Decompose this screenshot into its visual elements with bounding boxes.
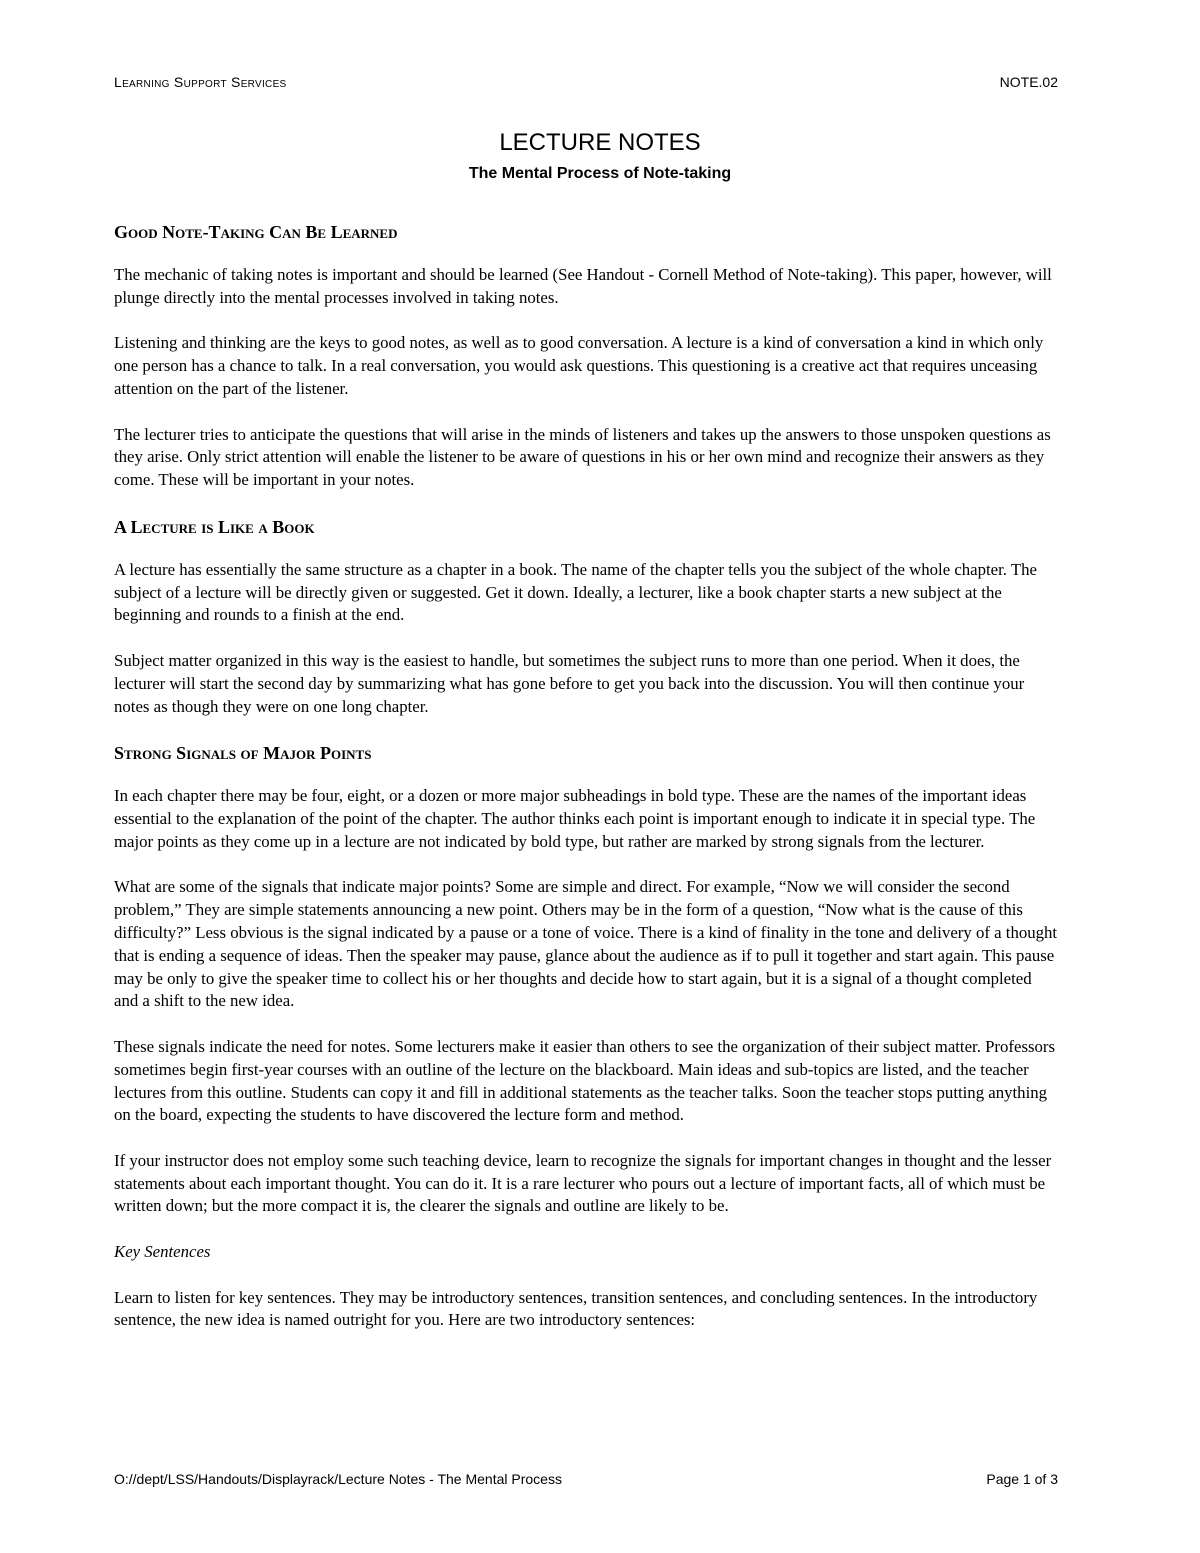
page-footer — [114, 1471, 1058, 1491]
page-header — [114, 74, 1058, 96]
document-body — [114, 212, 1058, 1355]
header-note-number: NOTE.02 — [999, 74, 1058, 90]
paragraph: Listening and thinking are the keys to good notes, as well as to good conversation. A lecture is a kind of conversation a kind in which only one person has a chance to talk. In a real conversation, you would ask questions. This questioning is a creative act that requires unceasing attention on the part of the listener. — [114, 333, 1044, 398]
section-heading: Good Note-Taking Can Be Learned — [114, 222, 398, 242]
paragraph: If your instructor does not employ some such teaching device, learn to recognize the signals for important changes in thought and the lesser statements about each important thought. You can do it. It is a rare lecturer who pours out a lecture of important facts, all of which must be written down; but the more compact it is, the clearer the signals and outline are likely to be. — [114, 1150, 1052, 1216]
paragraph: A lecture has essentially the same structure as a chapter in a book. The name of the chapter tells you the subject of the whole chapter. The subject of a lecture will be directly given or suggested. Get it down. Ideally, a lecturer, like a book chapter starts a new subject at the beginning and rounds to a finish at the end. — [114, 559, 1037, 625]
title-block — [0, 127, 1200, 185]
paragraph: These signals indicate the need for notes. Some lecturers make it easier than others to see the organization of their subject matter. Professors sometimes begin first-year courses with an outline of the lecture on the blackboard. Main ideas and sub-topics are listed, and the teacher lectures from this outline. Students can copy it and fill in additional statements as the teacher talks. Soon the teacher stops putting anything on the board, expecting the students to have discovered the lecture form and method. — [114, 1036, 1056, 1125]
subsection-heading: Key Sentences — [114, 1242, 211, 1262]
footer-page-number: Page 1 of 3 — [986, 1471, 1058, 1487]
paragraph: What are some of the signals that indicate major points? Some are simple and direct. For example, “Now we will consider the second problem,” They are simple statements announcing a new point. Others may be in the form of a question, “Now what is the cause of this difficulty?” Less obvious is the signal indicated by a pause or a tone of voice. There is a kind of finality in the tone and delivery of a thought that is ending a sequence of ideas. Then the speaker may pause, glance about the audience as if to pull it together and start again. This pause may be only to give the speaker time to collect his or her thoughts and decide how to start again, but it is a signal of a thought completed and a shift to the new idea. — [114, 877, 1058, 1011]
paragraph: Learn to listen for key sentences. They may be introductory sentences, transition sentences, and concluding sentences. In the introductory sentence, the new idea is named outright for you. Here are two introductory sentences: — [114, 1287, 1038, 1330]
paragraph: Subject matter organized in this way is the easiest to handle, but sometimes the subject runs to more than one period. When it does, the lecturer will start the second day by summarizing what has gone before to get you back into the discussion. You will then continue your notes as though they were on one long chapter. — [114, 650, 1025, 716]
section-heading: A Lecture is Like a Book — [114, 516, 315, 537]
paragraph: In each chapter there may be four, eight, or a dozen or more major subheadings in bold type. These are the names of the important ideas essential to the explanation of the point of the chapter. The author thinks each point is important enough to indicate it in special type. The major points as they come up in a lecture are not indicated by bold type, but rather are marked by strong signals from the lecturer. — [114, 786, 1036, 851]
section-good-note-taking — [114, 220, 1058, 492]
header-department: Learning Support Services — [114, 74, 287, 90]
footer-file-path: O://dept/LSS/Handouts/Displayrack/Lecture Notes - The Mental Process — [114, 1471, 562, 1487]
paragraph: The lecturer tries to anticipate the questions that will arise in the minds of listeners and takes up the answers to those unspoken questions as they arise. Only strict attention will enable the listener to be aware of questions in his or her own mind and recognize their answers as they come. These will be important in your notes. — [114, 424, 1051, 490]
paragraph: The mechanic of taking notes is important and should be learned (See Handout - Cornell Method of Note-taking). This paper, however, will plunge directly into the mental processes involved in taking notes. — [114, 265, 1052, 307]
document-title: LECTURE NOTES — [499, 129, 701, 156]
section-strong-signals — [114, 741, 1058, 1332]
section-lecture-like-book — [114, 515, 1058, 719]
section-heading: Strong Signals of Major Points — [114, 743, 372, 764]
document-subtitle: The Mental Process of Note-taking — [468, 165, 732, 182]
